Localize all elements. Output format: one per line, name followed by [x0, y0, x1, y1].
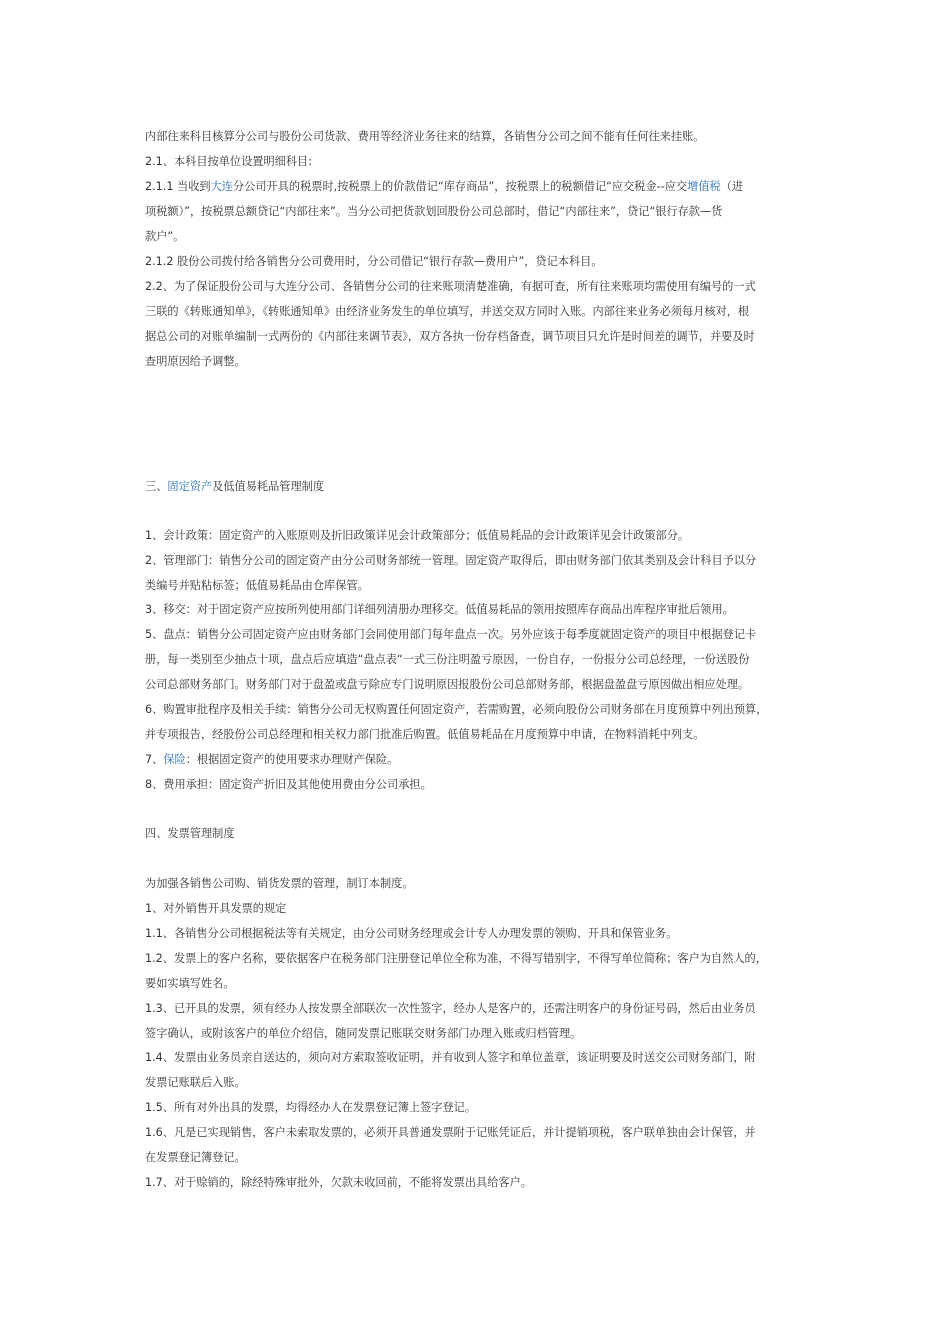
paragraph-invoice-1-3-cont: 签字确认，或附该客户的单位介绍信，随同发票记账联交财务部门办理入账或归档管理。 — [145, 1027, 582, 1040]
text-segment: 及低值易耗品管理制度 — [212, 480, 325, 493]
text-segment: （进 — [720, 180, 744, 193]
paragraph-2-2-cont3: 查明原因给予调整。 — [145, 355, 246, 368]
paragraph-assets-7 — [145, 750, 810, 770]
text-segment: 三、 — [145, 480, 168, 493]
paragraph-invoice-1-3: 1.3、已开具的发票，须有经办人按发票全部联次一次性签字，经办人是客户的，还需注明客户的身份证号码，然后由业务员 — [145, 1002, 756, 1015]
paragraph-2-2-cont1: 三联的《转账通知单》，《转账通知单》由经济业务发生的单位填写，并送交双方同时入账。内部往来业务必须每月核对，根 — [145, 305, 750, 318]
paragraph-invoice-1-7: 1.7、对于赊销的，除经特殊审批外，欠款未收回前，不能将发票出具给客户。 — [145, 1176, 532, 1189]
paragraph-2-2: 2.2、为了保证股份公司与大连分公司、各销售分公司的往来账项清楚准确，有据可查，所有往来账项均需使用有编号的一式 — [145, 280, 756, 293]
paragraph-invoice-1-2: 1.2、发票上的客户名称，要依据客户在税务部门注册登记单位全称为准，不得写错别字，不得写单位简称；客户为自然人的， — [145, 952, 767, 965]
section-heading-fixed-assets — [145, 477, 810, 497]
paragraph-assets-8: 8、费用承担：固定资产折旧及其他使用费由分公司承担。 — [145, 778, 432, 791]
paragraph-assets-3: 3、移交：对于固定资产应按所列使用部门详细列清册办理移交。低值易耗品的领用按照库存商品出库程序审批后领用。 — [145, 603, 734, 616]
paragraph-invoice-1-5: 1.5、所有对外出具的发票，均得经办人在发票登记簿上签字登记。 — [145, 1101, 477, 1114]
paragraph-assets-6-cont: 并专项报告，经股份公司总经理和相关权力部门批准后购置。低值易耗品在月度预算中申请，在物料消耗中列支。 — [145, 728, 705, 741]
paragraph-invoice-1-4-cont: 发票记账联后入账。 — [145, 1076, 246, 1089]
paragraph-invoice-1-1: 1.1、各销售分公司根据税法等有关规定，由分公司财务经理或会计专人办理发票的领购、开具和保管业务。 — [145, 927, 678, 940]
link-insurance[interactable]: 保险 — [163, 753, 186, 766]
section-heading-invoices: 四、发票管理制度 — [145, 827, 235, 840]
text-segment: 分公司开具的税票时,按税票上的价款借记“库存商品”，按税票上的税额借记“应交税金--应交 — [232, 180, 688, 193]
paragraph-internal-accounts: 内部往来科目核算分公司与股份公司货款、费用等经济业务往来的结算，各销售分公司之间不能有任何往来挂账。 — [145, 130, 705, 143]
link-vat[interactable]: 增值税 — [687, 180, 721, 193]
paragraph-2-1-1 — [145, 177, 810, 197]
link-dalian[interactable]: 大连 — [210, 180, 233, 193]
paragraph-invoice-intro: 为加强各销售公司购、销货发票的管理，制订本制度。 — [145, 877, 414, 890]
paragraph-2-1: 2.1、本科目按单位设置明细科目: — [145, 155, 312, 168]
paragraph-invoice-1-6-cont: 在发票登记簿登记。 — [145, 1151, 246, 1164]
paragraph-2-1-1-cont2: 款户”。 — [145, 230, 185, 243]
paragraph-invoice-1-6: 1.6、凡是已实现销售，客户未索取发票的，必须开具普通发票附于记账凭证后，并计提销项税，客户联单独由会计保管，并 — [145, 1126, 756, 1139]
paragraph-assets-1: 1、会计政策：固定资产的入账原则及折旧政策详见会计政策部分；低值易耗品的会计政策详见会计政策部分。 — [145, 529, 690, 542]
text-segment: 7、 — [145, 753, 164, 766]
paragraph-assets-5: 5、盘点：销售分公司固定资产应由财务部门会同使用部门每年盘点一次。另外应该于每季度就固定资产的项目中根据登记卡 — [145, 628, 757, 641]
text-segment: ：根据固定资产的使用要求办理财产保险。 — [185, 753, 399, 766]
paragraph-invoice-1-4: 1.4、发票由业务员亲自送达的，须向对方索取签收证明，并有收到人签字和单位盖章，该证明要及时送交公司财务部门，附 — [145, 1051, 756, 1064]
text-segment: 2.1.1 当收到 — [145, 180, 211, 193]
paragraph-2-1-1-cont1: 项税额）”，按税票总额贷记“内部往来”。当分公司把货款划回股份公司总部时，借记“内部往来”，贷记“银行存款—货 — [145, 205, 723, 218]
link-fixed-assets[interactable]: 固定资产 — [167, 480, 213, 493]
paragraph-2-2-cont2: 据总公司的对账单编制一式两份的《内部往来调节表》，双方各执一份存档备查，调节项目只允许是时间差的调节，并要及时 — [145, 330, 755, 343]
paragraph-2-1-2: 2.1.2 股份公司拨付给各销售分公司费用时，分公司借记“银行存款—费用户”，贷记本科目。 — [145, 255, 603, 268]
paragraph-invoice-1-2-cont: 要如实填写姓名。 — [145, 977, 235, 990]
paragraph-assets-5-cont1: 册，每一类别至少抽点十项，盘点后应填造“盘点表“一式三份注明盈亏原因，一份自存，一份报分公司总经理，一份送股份 — [145, 653, 750, 666]
paragraph-invoice-1: 1、对外销售开具发票的规定 — [145, 902, 287, 915]
paragraph-assets-2-cont: 类编号并贴粘标签；低值易耗品由仓库保管。 — [145, 579, 369, 592]
paragraph-assets-6: 6、购置审批程序及相关手续：销售分公司无权购置任何固定资产，若需购置，必须向股份公司财务部在月度预算中列出预算， — [145, 703, 768, 716]
paragraph-assets-5-cont2: 公司总部财务部门。财务部门对于盘盈或盘亏除应专门说明原因报股份公司总部财务部，根据盘盈盘亏原因做出相应处理。 — [145, 678, 750, 691]
paragraph-assets-2: 2、管理部门：销售分公司的固定资产由分公司财务部统一管理。固定资产取得后，即由财务部门依其类别及会计科目予以分 — [145, 554, 757, 567]
